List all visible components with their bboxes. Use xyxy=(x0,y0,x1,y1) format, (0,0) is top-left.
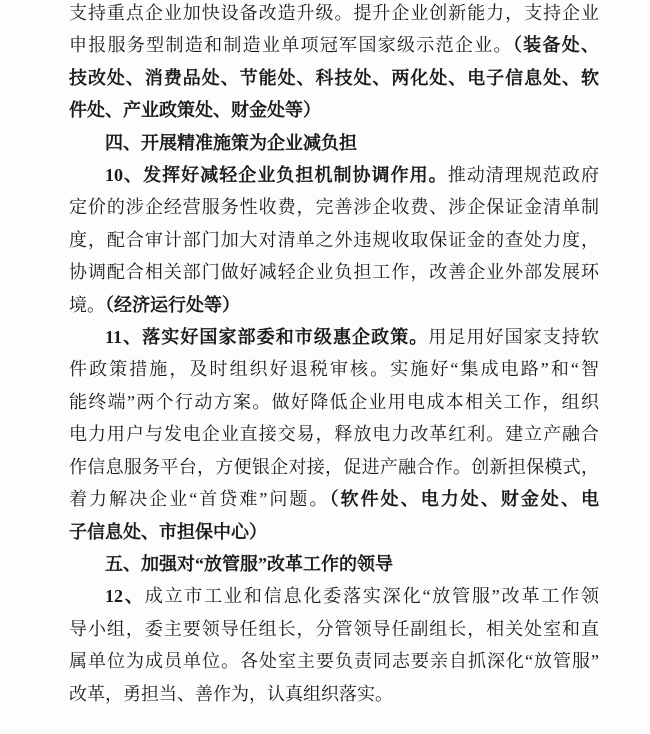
text-segment: （软件处、电力处、财金处、电 xyxy=(329,489,600,510)
text-segment: 四、开展精准施策为企业减负担 xyxy=(105,132,357,153)
text-line xyxy=(69,159,599,191)
text-segment: 12、 xyxy=(105,586,145,607)
text-line xyxy=(69,62,599,94)
text-segment: 用足用好国家支持软 xyxy=(428,327,599,348)
text-line xyxy=(69,548,599,580)
text-segment: 五、加强对“放管服”改革工作的领导 xyxy=(105,553,393,574)
text-line xyxy=(69,613,599,645)
text-segment: 申报服务型制造和制造业单项冠军国家级示范企业。 xyxy=(69,35,513,56)
text-line xyxy=(69,256,599,288)
text-segment: 改革，勇担当、善作为，认真组织落实。 xyxy=(69,683,393,704)
text-line xyxy=(69,353,599,385)
text-segment: 协调配合相关部门做好减轻企业负担工作，改善企业外部发展环 xyxy=(69,262,599,283)
text-line xyxy=(69,94,599,126)
text-segment: 成立市工业和信息化委落实深化“放管服”改革工作领 xyxy=(144,586,599,607)
text-line xyxy=(69,321,599,353)
text-segment: 导小组，委主要领导任组长，分管领导任副组长，相关处室和直 xyxy=(69,618,599,639)
text-segment: （装备处、 xyxy=(512,35,599,56)
text-segment: （经济运行处等） xyxy=(105,294,240,315)
text-line xyxy=(69,224,599,256)
text-segment: 作信息服务平台，方便银企对接，促进产融合作。创新担保模式， xyxy=(69,456,599,477)
text-line xyxy=(69,0,599,29)
text-line xyxy=(69,386,599,418)
text-line xyxy=(69,645,599,677)
text-line xyxy=(69,580,599,612)
text-line xyxy=(69,191,599,223)
text-segment: 支持重点企业加快设备改造升级。提升企业创新能力，支持企业 xyxy=(69,3,599,23)
text-line xyxy=(69,451,599,483)
text-segment: 11、落实好国家部委和市级惠企政策。 xyxy=(105,327,429,348)
text-segment: 推动清理规范政府 xyxy=(447,165,599,186)
text-segment: 定价的涉企经营服务性收费，完善涉企收费、涉企保证金清单制 xyxy=(69,197,599,218)
text-line xyxy=(69,289,599,321)
text-segment: 境。 xyxy=(69,294,105,315)
text-line xyxy=(69,29,599,61)
text-segment: 电力用户与发电企业直接交易，释放电力改革红利。建立产融合 xyxy=(69,424,599,445)
text-segment: 着力解决企业“首贷难”问题。 xyxy=(69,489,330,510)
text-segment: 属单位为成员单位。各处室主要负责同志要亲自抓深化“放管服” xyxy=(69,651,599,672)
text-line xyxy=(69,483,599,515)
text-segment: 技改处、消费品处、节能处、科技处、两化处、电子信息处、软 xyxy=(69,67,599,88)
text-line xyxy=(69,516,599,548)
text-line xyxy=(69,127,599,159)
text-segment: 子信息处、市担保中心） xyxy=(69,521,267,542)
text-segment: 件处、产业政策处、财金处等） xyxy=(69,100,321,121)
text-segment: 10、发挥好减轻企业负担机制协调作用。 xyxy=(105,165,448,186)
text-line xyxy=(69,678,599,710)
text-line xyxy=(69,418,599,450)
text-segment: 件政策措施，及时组织好退税审核。实施好“集成电路”和“智 xyxy=(69,359,599,380)
text-segment: 度，配合审计部门加大对清单之外违规收取保证金的查处力度， xyxy=(69,229,599,250)
text-segment: 能终端”两个行动方案。做好降低企业用电成本相关工作，组织 xyxy=(69,391,599,412)
